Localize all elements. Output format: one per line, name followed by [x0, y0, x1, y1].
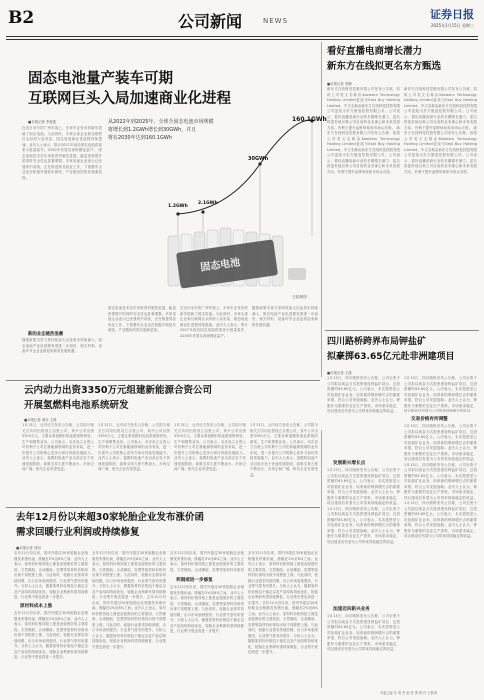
section-name: 公司新闻: [178, 12, 243, 31]
value-label-3: 2.1GWh: [198, 201, 218, 206]
right-bottom-byline: ■本报记者 王僖: [327, 371, 352, 375]
bottom-body-col-4: 去年12月份以来，国内外超过30家轮胎企业相继发布涨价函，涨幅在2%至8%之间。业内人士表示，原材料价格持续上涨是此轮涨价的主要原因，天然橡胶、合成橡胶、炭黑等原材料价格均出现不同程度上涨。与此同时，轮胎行业需求持续回暖，出口市场表现强劲，行业景气度有所提升。分析人士认为，随着原材料价格趋于稳定以及产品结构持续优化，轮胎企业利润有望持续修复，行业集中度也将进一步提升。去年12月份以来，国内外超过30家轮胎企业相继发布涨价函，涨幅在2%至8%之间。业内人士表示，原材料价格持续上涨是此轮涨价的主要原因，天然橡胶、合成橡胶、炭黑等原材料价格均出现不同程度上涨。与此同时，轮胎行业需求持续回暖，出口市场表现强劲，行业景气度有所提升。分析人士认为，随着原材料价格趋于稳定以及产品结构持续优化，轮胎企业利润有望持续修复，行业集中度也将进一步提升。: [248, 551, 318, 654]
lead-body-col-3: 在近日举行的广州车展上，多家车企发布的新车搭载了固态电池。与此同时，多家头部企业和互联网巨头纷纷入局布局，固态电池商业化进程持续提速。业内人士表示，预计2027年前后固态电池将迎来小批量装车，2030年有望实现规模化量产。: [180, 306, 248, 338]
lead-body-col-4: 随着政策支持力度持续加大以及资本持续涌入，固态电池产业化进程有望进一步加快，相关材料、设备环节企业也将迎来新的发展机遇。: [252, 306, 318, 327]
cell-label: 固态电池: [199, 257, 241, 274]
right-bottom-body-col-1b: 1月13日，四川路桥发布公告称，公司全资子公司拟以现金方式投资建设钾盐矿项目，总投资额约63.65亿元。公司表示，本次投资是公司拓展矿业业务、培育新的利润增长点的重要举措，符合公司发展战略。业内人士认为，钾肥作为重要的农业生产资料，市场需求稳定，项目建成后有望为公司带来持续稳定的收益。 1月13日，四川路桥发布公告称，公司全资子公司拟以现金方式投资建设钾盐矿项目，总投资额约63.65亿元。公司表示，本次投资是公司拓展矿业业务、培育新的利润增长点的重要举措，符合公司发展战略。业内人士认为，钾肥作为重要的农业生产资料，市场需求稳定，项目建成后有望为公司带来持续稳定的收益。: [327, 468, 400, 544]
middle-body-col-3: 1月13日，云内动力发布公告称，公司拟与相关方共同出资设立合资公司，其中公司出资3350万元，主要从事氢燃料电池系统的研发、生产和销售业务。公司表示，本次设立合资公司有利于公司在新能源领域的业务布局，进一步提升公司的核心竞争力和可持续发展能力。业内人士表示，氢燃料电池产业目前正处于快速发展阶段，政策支持力度不断加大，市场空间广阔，相关企业有望受益。: [174, 423, 246, 471]
middle-headline-1: 云内动力出资3350万元组建新能源合资公司: [24, 385, 212, 396]
right-bottom-subhead-3: 交易价格有所调整: [411, 417, 448, 422]
lead-headline-2: 互联网巨头入局加速商业化进程: [28, 91, 231, 107]
bottom-body-col-3b: 去年12月份以来，国内外超过30家轮胎企业相继发布涨价函，涨幅在2%至8%之间。业内人士表示，原材料价格持续上涨是此轮涨价的主要原因，天然橡胶、合成橡胶、炭黑等原材料价格均出现不同程度上涨。与此同时，轮胎行业需求持续回暖，出口市场表现强劲，行业景气度有所提升。分析人士认为，随着原材料价格趋于稳定以及产品结构持续优化，轮胎企业利润有望持续修复，行业集中度也将进一步提升。: [170, 585, 244, 633]
bottom-headline-2: 需求回暖行业利润或持续修复: [16, 527, 140, 538]
bottom-headline-1: 去年12月份以来超30家轮胎企业发布涨价函: [16, 512, 204, 523]
right-top-headline-2: 新东方在线拟更名东方甄选: [327, 61, 442, 72]
bottom-body-col-3: 去年12月份以来，国内外超过30家轮胎企业相继发布涨价函，涨幅在2%至8%之间。业内人士表示，原材料价格持续上涨是此轮涨价的主要原因，天然橡胶、合成橡胶、炭黑等原材料价格均: [170, 551, 244, 572]
middle-body-col-1: 1月13日，云内动力发布公告称，公司拟与相关方共同出资设立合资公司，其中公司出资3350万元，主要从事氢燃料电池系统的研发、生产和销售业务。公司表示，本次设立合资公司有利于公司在新能源领域的业务布局，进一步提升公司的核心竞争力和可持续发展能力。业内人士表示，氢燃料电池产业目前正处于快速发展阶段，政策支持力度不断加大，市场空间广阔，相关企业有望受益。: [22, 423, 94, 471]
middle-headline-2: 开展氢燃料电池系统研发: [24, 400, 129, 411]
right-top-byline: ■本报记者 李静: [327, 82, 352, 86]
date-line: 2025年1月15日 星期三: [430, 23, 474, 28]
right-bottom-headline-2: 拟豪掷63.65亿元赴非洲建项目: [327, 352, 455, 362]
bottom-body-col-1b: 去年12月份以来，国内外超过30家轮胎企业相继发布涨价函，涨幅在2%至8%之间。业内人士表示，原材料价格持续上涨是此轮涨价的主要原因，天然橡胶、合成橡胶、炭黑等原材料价格均出现不同程度上涨。与此同时，轮胎行业需求持续回暖，出口市场表现强劲，行业景气度有所提升。分析人士认为，随着原材料价格趋于稳定以及产品结构持续优化，轮胎企业利润有望持续修复，行业集中度也将进一步提升。: [14, 611, 88, 659]
bottom-subhead-1: 原材料成本上涨: [20, 604, 53, 609]
caption-line-1: 从2022年到2025年，全球全固态电池市场规模: [108, 119, 214, 125]
lead-body-2: 固态电池技术近年来取得突破性进展，能量密度提升的同时安全性也显著增强。多家电池企业表示已经建成中试线，正在推进样品验证工作，下游整车企业也在积极开展装车测试，产业链协同效应逐渐显现。: [22, 148, 102, 180]
middle-body-col-4: 1月13日，云内动力发布公告称，公司拟与相关方共同出资设立合资公司，其中公司出资3350万元，主要从事氢燃料电池系统的研发、生产和销售业务。公司表示，本次设立合资公司有利于公司在新能源领域的业务布局，进一步提升公司的核心竞争力和可持续发展能力。业内人士表示，氢燃料电池产业目前正处于快速发展阶段，政策支持力度不断加大，市场空间广阔，相关企业有望受益。: [250, 423, 318, 477]
caption-line-2: 将增长到1.2GWh增长到30GWh，并且: [108, 127, 197, 133]
lead-headline-1: 固态电池量产装车可期: [28, 71, 173, 87]
right-top-body-col-1: 新东方在线科技控股有限公司发布公告称，拟将公司英文名称由Koolearn Technology Holding Limited更改为East Buy Holding Limited，中文名称由新东方在线科技控股有限公司更改为东方甄选控股有限公司。公司表示，看好直播电商行业的长期增长潜力，更名将更好地反映公司目前的业务重心和未来发展方向，有利于提升品牌形象和市场认可度。 新东方在线科技控股有限公司发布公告称，拟将公司英文名称由Koolearn Technology Holding Limited更改为East Buy Holding Limited，中文名称由新东方在线科技控股有限公司更改为东方甄选控股有限公司。公司表示，看好直播电商行业的长期增长潜力，更名将更好地反映公司目前的业务重心和未来发展方向，有利于提升品牌形象和市场认可度。: [327, 87, 400, 174]
growth-curve-graphic: [108, 118, 318, 304]
value-label-2: 30GWh: [248, 156, 269, 162]
middle-byline: ■本报记者 黄永 王晨: [24, 418, 57, 422]
paper-name: 证券日报: [430, 8, 474, 21]
right-separator: [325, 330, 479, 331]
middle-body-col-2: 1月13日，云内动力发布公告称，公司拟与相关方共同出资设立合资公司，其中公司出资3350万元，主要从事氢燃料电池系统的研发、生产和销售业务。公司表示，本次设立合资公司有利于公司在新能源领域的业务布局，进一步提升公司的核心竞争力和可持续发展能力。业内人士表示，氢燃料电池产业目前正处于快速发展阶段，政策支持力度不断加大，市场空间广阔，相关企业有望受益。: [98, 423, 170, 471]
value-label-4: 1.2GWh: [168, 204, 188, 209]
right-bottom-body-col-2: 1月13日，四川路桥发布公告称，公司全资子公司拟以现金方式投资建设钾盐矿项目，总投资额约63.65亿元。公司表示，本次投资是公司拓展矿业业务、培育新的利润增长点的重要举措，符合公司发展战略。业内人士认为，钾肥作为重要的农业生产资料，市场需求稳定，项目建成后有望为公司带来持续稳定的收益。: [404, 376, 477, 412]
growth-curve: [178, 120, 313, 214]
masthead-rule-thin: [6, 39, 478, 40]
infographic-credit: 王琨/制图: [292, 295, 307, 299]
value-label-1: 160.1GWh: [292, 116, 327, 123]
lead-body-col-1: [22, 126, 102, 326]
bottom-separator-top: [6, 507, 320, 508]
right-top-headline-1: 看好直播电商增长潜力: [327, 46, 423, 57]
bottom-subhead-2: 利润或进一步修复: [176, 578, 213, 583]
bottom-byline: ■本报记者 刘钊: [16, 546, 41, 550]
right-bottom-body-col-1c: 1月13日，四川路桥发布公告称，公司全资子公司拟以现金方式投资建设钾盐矿项目，总投资额约63.65亿元。公司表示，本次投资是公司拓展矿业业务、培育新的利润增长点的重要举措，符合公司发展战略。业内人士认为，钾肥作为重要的农业生产资料，市场需求稳定，项目建成后有望为公司带来持续稳定的收益。: [327, 614, 400, 651]
column-divider-lower: [321, 430, 322, 688]
section-en: NEWS: [263, 17, 289, 25]
infographic: [108, 116, 327, 304]
caption-line-3: 将在2030年达到160.1GWh: [108, 135, 173, 141]
masthead-rule: [6, 36, 478, 37]
right-bottom-headline-1: 四川路桥跨界布局钾盐矿: [327, 337, 427, 347]
right-top-body-col-2: 新东方在线科技控股有限公司发布公告称，拟将公司英文名称由Koolearn Technology Holding Limited更改为East Buy Holding Limited，中文名称由新东方在线科技控股有限公司更改为东方甄选控股有限公司。公司表示，看好直播电商行业的长期增长潜力，更名将更好地反映公司目前的业务重心和未来发展方向，有利于提升品牌形象和市场认可度。 新东方在线科技控股有限公司发布公告称，拟将公司英文名称由Koolearn Technology Holding Limited更改为East Buy Holding Limited，中文名称由新东方在线科技控股有限公司更改为东方甄选控股有限公司。公司表示，看好直播电商行业的长期增长潜力，更名将更好地反映公司目前的业务重心和未来发展方向，有利于提升品牌形象和市场认可度。: [404, 87, 477, 174]
right-bottom-subhead-2: 加速迈向新兴业务: [333, 607, 370, 612]
column-divider: [321, 42, 322, 377]
bottom-body-col-2: 去年12月份以来，国内外超过30家轮胎企业相继发布涨价函，涨幅在2%至8%之间。业内人士表示，原材料价格持续上涨是此轮涨价的主要原因，天然橡胶、合成橡胶、炭黑等原材料价格均出现不同程度上涨。与此同时，轮胎行业需求持续回暖，出口市场表现强劲，行业景气度有所提升。分析人士认为，随着原材料价格趋于稳定以及产品结构持续优化，轮胎企业利润有望持续修复，行业集中度也将进一步提升。去年12月份以来，国内外超过30家轮胎企业相继发布涨价函，涨幅在2%至8%之间。业内人士表示，原材料价格持续上涨是此轮涨价的主要原因，天然橡胶、合成橡胶、炭黑等原材料价格均出现不同程度上涨。与此同时，轮胎行业需求持续回暖，出口市场表现强劲，行业景气度有所提升。分析人士认为，随着原材料价格趋于稳定以及产品结构持续优化，轮胎企业利润有望持续修复，行业集中度也将进一步提升。: [92, 551, 166, 649]
middle-separator-top: [6, 380, 320, 381]
right-bottom-subhead-1: 发展新兴增长点: [333, 461, 366, 466]
right-bottom-body-col-2b: 1月13日，四川路桥发布公告称，公司全资子公司拟以现金方式投资建设钾盐矿项目，总投资额约63.65亿元。公司表示，本次投资是公司拓展矿业业务、培育新的利润增长点的重要举措，符合公司发展战略。业内人士认为，钾肥作为重要的农业生产资料，市场需求稳定，项目建成后有望为公司带来持续稳定的收益。 1月13日，四川路桥发布公告称，公司全资子公司拟以现金方式投资建设钾盐矿项目，总投资额约63.65亿元。公司表示，本次投资是公司拓展矿业业务、培育新的利润增长点的重要举措，符合公司发展战略。业内人士认为，钾肥作为重要的农业生产资料，市场需求稳定，项目建成后有望为公司带来持续稳定的收益。 1月13日，四川路桥发布公告称，公司全资子公司拟以现金方式投资建设钾盐矿项目，总投资额约63.65亿元。公司表示，本次投资是公司拓展矿业业务、培育新的利润增长点的重要举措，符合公司发展战略。业内人士认为，钾肥作为重要的农业生产资料，市场需求稳定，项目建成后有望为公司带来持续稳定的收益。: [404, 424, 477, 538]
right-bottom-body-col-1: 1月13日，四川路桥发布公告称，公司全资子公司拟以现金方式投资建设钾盐矿项目，总投资额约63.65亿元。公司表示，本次投资是公司拓展矿业业务、培育新的利润增长点的重要举措，符合公司发展战略。业内人士认为，钾肥作为重要的农业生产资料，市场需求稳定，项目建成后有望为公司带来持续稳定的收益。: [327, 376, 400, 413]
lead-body-1: 在近日举行的广州车展上，多家车企发布的新车搭载了固态电池。与此同时，多家头部企业和互联网巨头纷纷入局布局，固态电池商业化进程持续提速。业内人士表示，预计2027年前后固态电池将迎来小批量装车，2030年有望实现规模化量产。: [22, 126, 102, 152]
lead-body-col-1b: [22, 338, 102, 378]
lead-body-3: 随着政策支持力度持续加大以及资本持续涌入，固态电池产业化进程有望进一步加快，相关材料、设备环节企业也将迎来新的发展机遇。: [22, 338, 102, 353]
section-code: B2: [8, 8, 35, 28]
lead-byline: ■本报记者 李春莲: [28, 120, 57, 124]
lead-body-col-2: 固态电池技术近年来取得突破性进展，能量密度提升的同时安全性也显著增强。多家电池企业表示已经建成中试线，正在推进样品验证工作，下游整车企业也在积极开展装车测试，产业链协同效应逐渐显现。: [108, 306, 176, 332]
lead-subhead: 新的业态链热浪潮: [28, 332, 64, 337]
bottom-body-col-1: 去年12月份以来，国内外超过30家轮胎企业相继发布涨价函，涨幅在2%至8%之间。业内人士表示，原材料价格持续上涨是此轮涨价的主要原因，天然橡胶、合成橡胶、炭黑等原材料价格均出现不同程度上涨。与此同时，轮胎行业需求持续回暖，出口市场表现强劲，行业景气度有所提升。分析人士认为，随着原材料价格趋于稳定以及产品结构持续优化，轮胎企业利润有望持续修复，行业集中度也将进一步提升。: [14, 551, 88, 599]
page-footer: 本版主编 沈 明 责 编 张 博 制 作 王敬涛: [380, 691, 437, 695]
